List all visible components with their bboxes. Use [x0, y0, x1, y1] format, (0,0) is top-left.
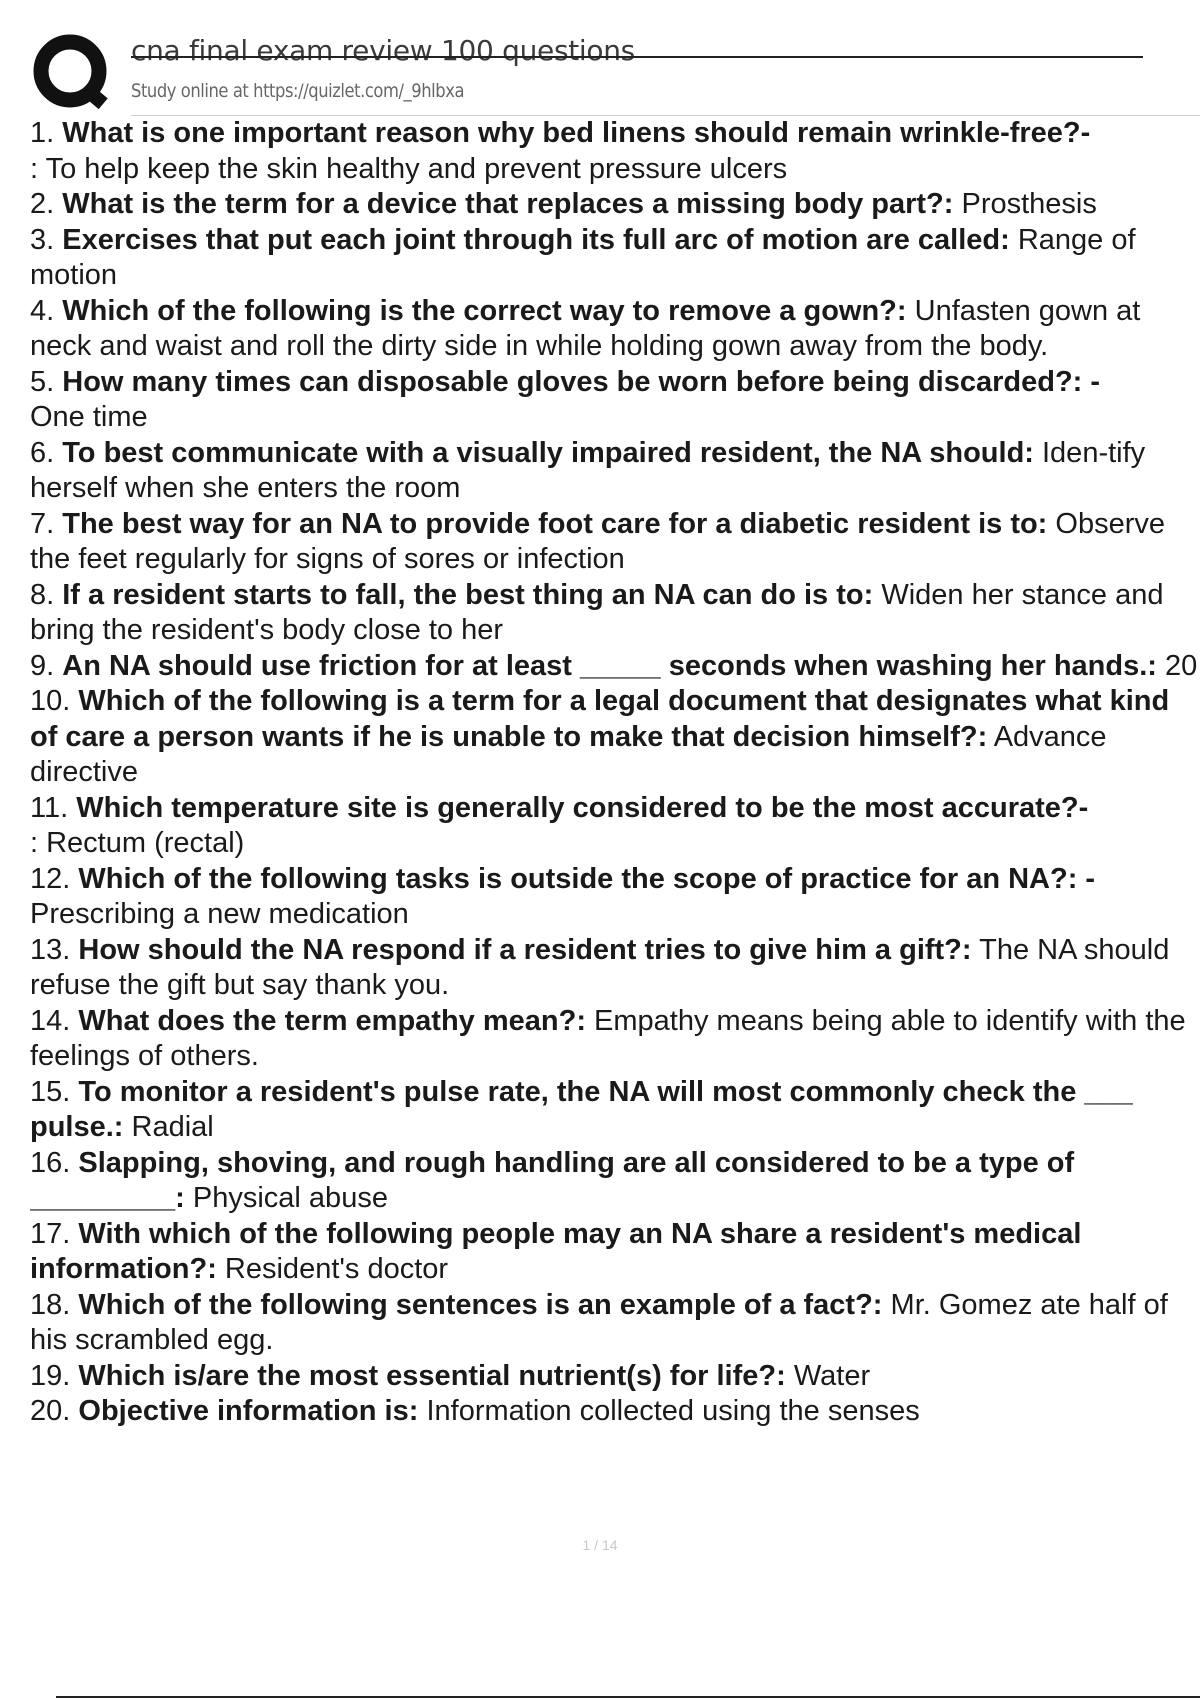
- question-item: [30, 1004, 1200, 1075]
- answer-text: Range of motion: [30, 223, 1136, 291]
- document-header: [32, 30, 1200, 116]
- question-number: 19.: [30, 1359, 71, 1392]
- question-item: [30, 1146, 1200, 1217]
- question-text: How many times can disposable gloves be worn before being discarded?: -: [62, 365, 1101, 398]
- answer-text: Iden-tify herself when she enters the room: [30, 436, 1146, 504]
- answer-text: : To help keep the skin healthy and prevent pressure ulcers: [30, 152, 788, 185]
- question-item: [30, 223, 1200, 294]
- question-text: Which of the following sentences is an example of a fact?:: [78, 1288, 883, 1321]
- question-text: Which temperature site is generally considered to be the most accurate?-: [76, 791, 1089, 824]
- question-text: To best communicate with a visually impaired resident, the NA should:: [62, 436, 1034, 469]
- question-text: What is one important reason why bed linens should remain wrinkle-free?-: [62, 117, 1091, 149]
- question-text: How should the NA respond if a resident tries to give him a gift?:: [78, 933, 972, 966]
- question-number: 20.: [30, 1395, 71, 1427]
- question-number: 11.: [30, 791, 69, 824]
- question-item: [30, 294, 1200, 365]
- answer-text: Widen her stance and bring the resident's body close to her: [30, 578, 1164, 646]
- question-item: [30, 1288, 1200, 1359]
- question-text: Slapping, shoving, and rough handling are all considered to be a type of _________:: [30, 1146, 1075, 1214]
- question-number: 17.: [30, 1217, 71, 1250]
- question-number: 6.: [30, 436, 55, 469]
- document-title: cna final exam review 100 questions: [131, 34, 635, 67]
- answer-text: One time: [30, 401, 148, 433]
- question-number: 1.: [30, 117, 55, 149]
- question-text: What is the term for a device that replaces a missing body part?:: [62, 188, 954, 220]
- question-text: The best way for an NA to provide foot care for a diabetic resident is to:: [62, 507, 1048, 540]
- question-text: With which of the following people may an NA share a resident's medical information?:: [30, 1217, 1082, 1285]
- answer-text: The NA should refuse the gift but say thank you.: [30, 933, 1170, 1001]
- question-number: 16.: [30, 1146, 71, 1179]
- question-number: 3.: [30, 223, 55, 256]
- question-item: [30, 684, 1200, 791]
- question-number: 7.: [30, 507, 55, 540]
- page-number: 1 / 14: [582, 1537, 618, 1553]
- question-item: [30, 187, 1200, 223]
- question-item: [30, 1394, 1200, 1430]
- question-text: What does the term empathy mean?:: [78, 1004, 586, 1037]
- question-text: Which of the following tasks is outside the scope of practice for an NA?: -: [78, 862, 1096, 895]
- question-number: 14.: [30, 1004, 71, 1037]
- question-item: [30, 862, 1200, 933]
- question-item: [30, 507, 1200, 578]
- question-item: [30, 791, 1200, 862]
- question-text: Which of the following is a term for a legal document that designates what kind of care a person wants if he is unable to make that decision himself?:: [30, 685, 1170, 753]
- question-text: Objective information is:: [78, 1395, 419, 1427]
- question-number: 9.: [30, 649, 55, 682]
- question-item: [30, 365, 1200, 436]
- answer-text: Radial: [131, 1111, 214, 1143]
- question-item: [30, 578, 1200, 649]
- question-item: [30, 1075, 1200, 1146]
- question-text: An NA should use friction for at least _____ seconds when washing her hands.:: [62, 649, 1157, 682]
- answer-text: Water: [793, 1359, 871, 1392]
- answer-text: Unfasten gown at neck and waist and roll the dirty side in while holding gown away from the body.: [30, 294, 1141, 362]
- question-number: 4.: [30, 294, 55, 327]
- question-number: 2.: [30, 188, 55, 220]
- question-text: Which of the following is the correct way to remove a gown?:: [62, 294, 907, 327]
- question-item: [30, 1217, 1200, 1288]
- question-number: 12.: [30, 862, 71, 895]
- answer-text: Observe the feet regularly for signs of sores or infection: [30, 507, 1166, 575]
- answer-text: Information collected using the senses: [426, 1395, 920, 1427]
- title-strike-rule: [131, 56, 1143, 58]
- question-number: 18.: [30, 1288, 71, 1321]
- footer-rule: [56, 1696, 1200, 1698]
- answer-text: Prosthesis: [961, 188, 1097, 220]
- question-item: [30, 436, 1200, 507]
- question-item: [30, 933, 1200, 1004]
- question-text: Which is/are the most essential nutrient(s) for life?:: [78, 1359, 786, 1392]
- question-number: 13.: [30, 933, 71, 966]
- question-list: [30, 116, 1200, 1430]
- answer-text: Empathy means being able to identify with the feelings of others.: [30, 1004, 1186, 1072]
- question-number: 15.: [30, 1075, 71, 1108]
- question-item: [30, 649, 1200, 685]
- quizlet-logo-icon: [32, 33, 112, 113]
- question-item: [30, 1359, 1200, 1395]
- question-number: 5.: [30, 365, 55, 398]
- study-online-link: Study online at https://quizlet.com/_9hlbxa: [131, 80, 465, 102]
- answer-text: 20: [1165, 649, 1198, 682]
- question-item: [30, 116, 1200, 187]
- answer-text: Prescribing a new medication: [30, 898, 409, 930]
- answer-text: Mr. Gomez ate half of his scrambled egg.: [30, 1288, 1168, 1356]
- answer-text: Physical abuse: [192, 1182, 388, 1214]
- question-text: To monitor a resident's pulse rate, the NA will most commonly check the ___ pulse.:: [30, 1075, 1133, 1143]
- question-text: Exercises that put each joint through its full arc of motion are called:: [62, 223, 1010, 256]
- question-text: If a resident starts to fall, the best thing an NA can do is to:: [62, 578, 874, 611]
- question-number: 8.: [30, 578, 55, 611]
- answer-text: : Rectum (rectal): [30, 827, 245, 859]
- answer-text: Advance directive: [30, 720, 1107, 788]
- question-number: 10.: [30, 685, 71, 717]
- answer-text: Resident's doctor: [224, 1253, 449, 1285]
